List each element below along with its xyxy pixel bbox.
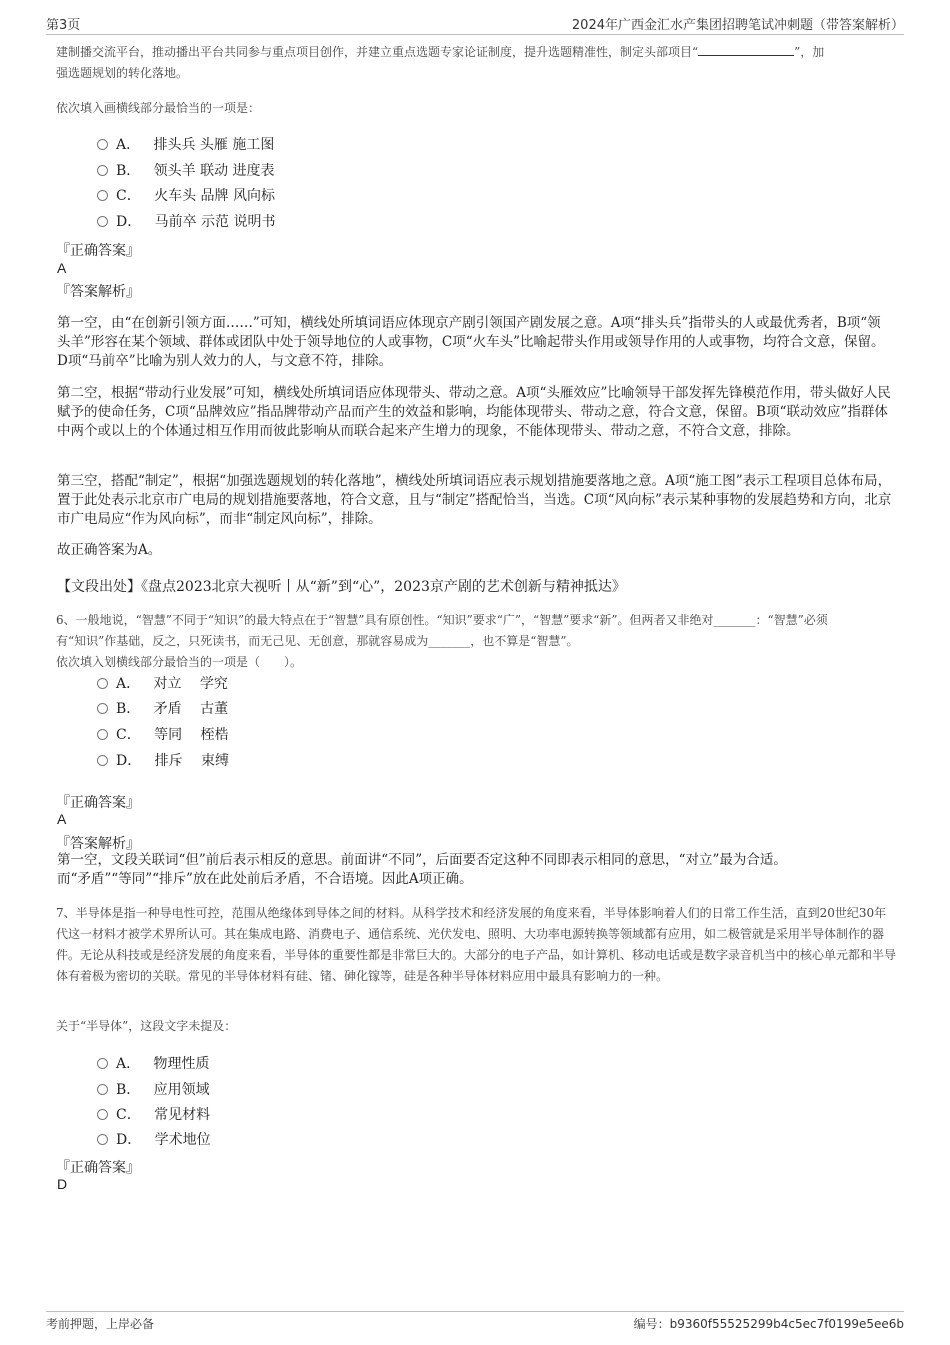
radio-icon[interactable] xyxy=(97,1084,108,1095)
radio-icon[interactable] xyxy=(97,139,108,150)
q6-option-a[interactable]: A． 对立 学究 xyxy=(97,673,228,695)
page-number: 第3页 xyxy=(46,18,81,33)
radio-icon[interactable] xyxy=(97,165,108,176)
q7-prompt: 关于“半导体”，这段文字未提及： xyxy=(56,1019,237,1033)
q5-analysis-p1: 第一空，由“在创新引领方面……”可知，横线处所填词语应体现京产剧引领国产剧发展之意。A项“排头兵”指带头的人或最优秀者，B项“领头羊”形容在某个领域、群体或团队中处于领导地位的人或事物，C项“火车头”比喻起带头作用或领导作用的人或事物，均符合文意，保留。D项“马前卒”比喻为别人效力的人，与文意不符，排除。 xyxy=(57,315,885,369)
radio-icon[interactable] xyxy=(97,1134,108,1145)
q5-prompt: 依次填入画横线部分最恰当的一项是： xyxy=(56,101,261,115)
radio-icon[interactable] xyxy=(97,755,108,766)
q6-analysis-line2: 而“矛盾”“等同”“排斥”放在此处前后矛盾，不合语境。因此A项正确。 xyxy=(57,871,473,887)
radio-icon[interactable] xyxy=(97,729,108,740)
q5-option-d[interactable]: D． 马前卒 示范 说明书 xyxy=(97,211,276,233)
q5-answer-label: 『正确答案』 xyxy=(56,243,140,259)
q5-analysis-p3: 第三空，搭配“制定”，根据“加强选题规划的转化落地”，横线处所填词语应表示规划措施要落地之意。A项“施工图”表示工程项目总体布局，置于此处表示北京市广电局的规划措施要落地，符合文意，且与“制定”搭配恰当，当选。C项“风向标”表示某种事物的发展趋势和方向，北京市广电局应“作为风向标”，而非“制定风向标”，排除。 xyxy=(57,473,892,527)
q5-analysis-p2: 第二空，根据“带动行业发展”可知，横线处所填词语应体现带头、带动之意。A项“头雁效应”比喻领导干部发挥先锋模范作用，带头做好人民赋予的使命任务，C项“品牌效应”指品牌带动产品而产生的效益和影响，均能体现带头、带动之意，符合文意，保留。B项“联动效应”指群体中两个或以上的个体通过相互作用而彼此影响从而联合起来产生增力的现象，不能体现带头、带动之意，不符合文意，排除。 xyxy=(57,385,891,439)
q6-analysis-line1: 第一空，文段关联词“但”前后表示相反的意思。前面讲“不同”，后面要否定这种不同即表示相同的意思，“对立”最为合适。 xyxy=(57,852,787,868)
q5-analysis-label: 『答案解析』 xyxy=(56,284,140,300)
q5-source: 【文段出处】《盘点2023北京大视听丨从“新”到“心”，2023京产剧的艺术创新与精神抵达》 xyxy=(57,579,626,595)
q7-answer: D xyxy=(57,1176,68,1192)
radio-icon[interactable] xyxy=(97,1058,108,1069)
q7-answer-label: 『正确答案』 xyxy=(56,1160,140,1176)
q5-stem-line1-end: ”，加 xyxy=(794,45,825,59)
document-id: 编号：b9360f55525299b4c5ec7f0199e5ee6b xyxy=(633,1317,904,1331)
q5-stem-line2: 强选题规划的转化落地。 xyxy=(56,66,189,80)
q5-option-c[interactable]: C． 火车头 品牌 风向标 xyxy=(97,185,275,207)
q7-option-a[interactable]: A． 物理性质 xyxy=(97,1053,209,1075)
q5-stem xyxy=(56,42,896,84)
q6-analysis xyxy=(57,851,907,889)
q5-conclusion: 故正确答案为A。 xyxy=(57,542,162,558)
q5-option-b[interactable]: B． 领头羊 联动 进度表 xyxy=(97,160,275,182)
q5-stem-line1: 建制播交流平台，推动播出平台共同参与重点项目创作，并建立重点选题专家论证制度，提升选题精准性，制定头部项目“ xyxy=(56,45,699,59)
radio-icon[interactable] xyxy=(97,678,108,689)
q5-blank xyxy=(698,44,794,56)
q6-answer-label: 『正确答案』 xyxy=(56,795,140,811)
q7-option-b[interactable]: B． 应用领域 xyxy=(97,1079,210,1101)
q5-option-a[interactable]: A． 排头兵 头雁 施工图 xyxy=(97,134,274,156)
q6-analysis-label: 『答案解析』 xyxy=(56,836,140,852)
q6-option-d[interactable]: D． 排斥 束缚 xyxy=(97,750,229,772)
footer-slogan: 考前押题，上岸必备 xyxy=(46,1317,155,1331)
q6-stem-line2: 有“知识”作基础，反之，只死读书，而无己见、无创意，那就容易成为_______，也不算是“智慧”。 xyxy=(56,634,579,648)
q7-option-d[interactable]: D． 学术地位 xyxy=(97,1129,211,1151)
radio-icon[interactable] xyxy=(97,216,108,227)
q6-stem-line1: 6、一般地说，“智慧”不同于“知识”的最大特点在于“智慧”具有原创性。“知识”要求“广”，“智慧”要求“新”。但两者又非绝对_______：“智慧”必须 xyxy=(56,613,828,627)
q6-prompt: 依次填入划横线部分最恰当的一项是（ ）。 xyxy=(56,655,303,669)
radio-icon[interactable] xyxy=(97,1109,108,1120)
document-title: 2024年广西金汇水产集团招聘笔试冲刺题（带答案解析） xyxy=(571,18,904,33)
page-footer xyxy=(46,1311,904,1336)
q7-stem: 7、半导体是指一种导电性可控，范围从绝缘体到导体之间的材料。从科学技术和经济发展的角度来看，半导体影响着人们的日常工作生活，直到20世纪30年代这一材料才被学术界所认可。其在集成电路、消费电子、通信系统、光伏发电、照明、大功率电源转换等领域都有应用，如二极管就是采用半导体制作的器件。无论从科技或是经济发展的角度来看，半导体的重要性都是非常巨大的。大部分的电子产品，如计算机、移动电话或是数字录音机当中的核心单元都和半导体有着极为密切的关联。常见的半导体材料有硅、锗、砷化镓等，硅是各种半导体材料应用中最具有影响力的一种。 xyxy=(56,906,897,983)
q5-answer: A xyxy=(57,260,67,276)
radio-icon[interactable] xyxy=(97,703,108,714)
q6-answer: A xyxy=(57,811,67,827)
q7-option-c[interactable]: C． 常见材料 xyxy=(97,1104,210,1126)
q6-option-b[interactable]: B． 矛盾 古董 xyxy=(97,698,228,720)
q6-option-c[interactable]: C． 等同 桎梏 xyxy=(97,724,229,746)
radio-icon[interactable] xyxy=(97,190,108,201)
q6-stem xyxy=(56,610,906,673)
page-header xyxy=(46,12,904,35)
